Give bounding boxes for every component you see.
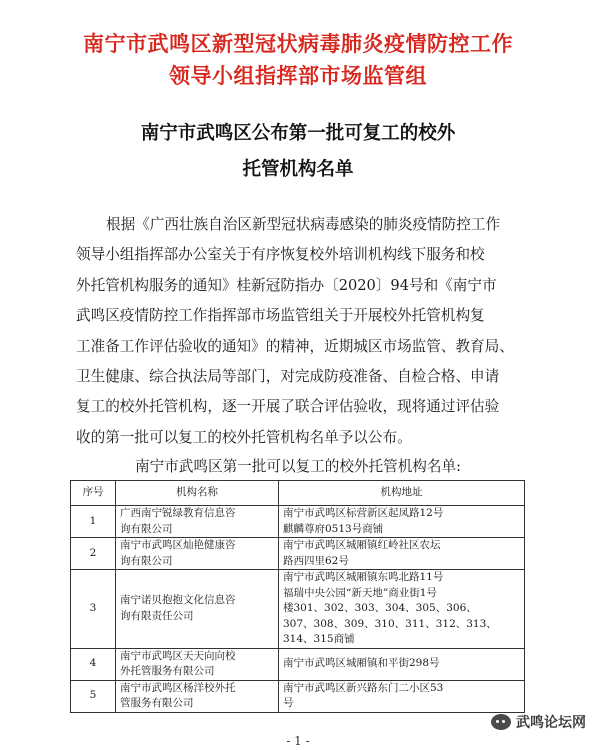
table-caption: 南宁市武鸣区第一批可以复工的校外托管机构名单: [135,458,461,475]
institution-address-line: 路西四里62号 [283,554,349,567]
institution-address [279,538,525,570]
title-line-1: 南宁市武鸣区公布第一批可复工的校外 [140,123,456,144]
header-name: 机构名称 [116,481,279,506]
wechat-icon [491,714,511,730]
body-line: 根据《广西壮族自治区新型冠状病毒感染的肺炎疫情防控工作 [106,216,501,233]
institution-name-line: 南宁市武鸣区灿艳健康咨 [120,539,236,551]
row-number: 1 [71,506,116,538]
institution-name-line: 管服务有限公司 [120,697,194,709]
row-number: 4 [71,648,116,680]
institution-name-line: 南宁市武鸣区天天向向校 [120,649,236,662]
institution-address-line: 麒麟尊府0513号商铺 [283,522,384,535]
institution-address-line: 楼301、302、303、304、305、306、 [283,602,477,614]
body-line: 工准备工作评估验收的通知》的精神，近期城区市场监管、教育局、 [76,337,514,355]
institution-address-line: 南宁市武鸣区城厢镇红岭社区农坛 [283,539,441,551]
institution-name [116,680,279,712]
header-line-1: 南宁市武鸣区新型冠状病毒肺炎疫情防控工作 [83,31,513,56]
issuing-authority-header [0,28,596,92]
institution-address-line: 福瑞中央公园“新天地”商业街1号 [283,586,437,599]
institution-address [279,506,525,538]
title-line-2: 托管机构名单 [242,159,354,180]
header-address: 机构地址 [279,481,525,506]
institution-name-line: 广西南宁锐绿教育信息咨 [120,507,236,519]
body-paragraph [76,210,524,453]
body-line: 收的第一批可以复工的校外托管机构名单予以公布。 [76,428,412,446]
table-row [71,570,525,649]
body-line: 复工的校外托管机构，逐一开展了联合评估验收，现将通过评估验 [76,398,500,416]
institution-address-line: 314、315商铺 [283,633,355,645]
table-row [71,680,525,712]
body-line: 领导小组指挥部办公室关于有序恢复校外培训机构线下服务和校 [76,246,485,264]
institution-name [116,538,279,570]
header-line-2: 领导小组指挥部市场监管组 [169,63,427,88]
page-number: - 1 - [286,734,310,748]
institution-name-line: 询有限责任公司 [120,609,194,622]
institution-address-line: 南宁市武鸣区城厢镇和平街298号 [283,657,440,670]
row-number: 3 [71,570,116,649]
header-no: 序号 [71,481,116,506]
body-line: 武鸣区疫情防控工作指挥部市场监管组关于开展校外托管机构复 [76,307,485,325]
table-row [71,648,525,680]
row-number: 2 [71,538,116,570]
institution-name [116,648,279,680]
institution-name [116,570,279,649]
watermark-text: 武鸣论坛网 [516,715,586,731]
document-title [0,116,596,188]
watermark [491,712,586,732]
table-row [71,506,525,538]
institution-name-line: 询有限公司 [120,554,173,567]
institution-address [279,648,525,680]
row-number: 5 [71,680,116,712]
institution-address [279,680,525,712]
institution-name [116,506,279,538]
institution-address-line: 南宁市武鸣区城厢镇东鸣北路11号 [283,571,444,583]
institution-address-line: 号 [283,697,294,709]
institution-address-line: 南宁市武鸣区新兴路东门二小区53 [283,681,444,694]
institution-address-line: 南宁市武鸣区标营新区起凤路12号 [283,507,444,519]
table-row [71,538,525,570]
institution-name-line: 外托管服务有限公司 [120,665,215,677]
institution-table [70,480,525,713]
institution-address-line: 307、308、309、310、311、312、313、 [283,617,497,630]
institution-name-line: 询有限公司 [120,522,173,535]
body-line: 卫生健康、综合执法局等部门，对完成防疫准备、自检合格、申请 [76,367,500,385]
table-header-row [71,481,525,506]
institution-name-line: 南宁诺贝抱抱文化信息咨 [120,594,236,607]
institution-address [279,570,525,649]
body-line: 外托管机构服务的通知》桂新冠防指办〔2020〕94号和《南宁市 [76,276,497,294]
institution-name-line: 南宁市武鸣区杨洋校外托 [120,681,236,694]
